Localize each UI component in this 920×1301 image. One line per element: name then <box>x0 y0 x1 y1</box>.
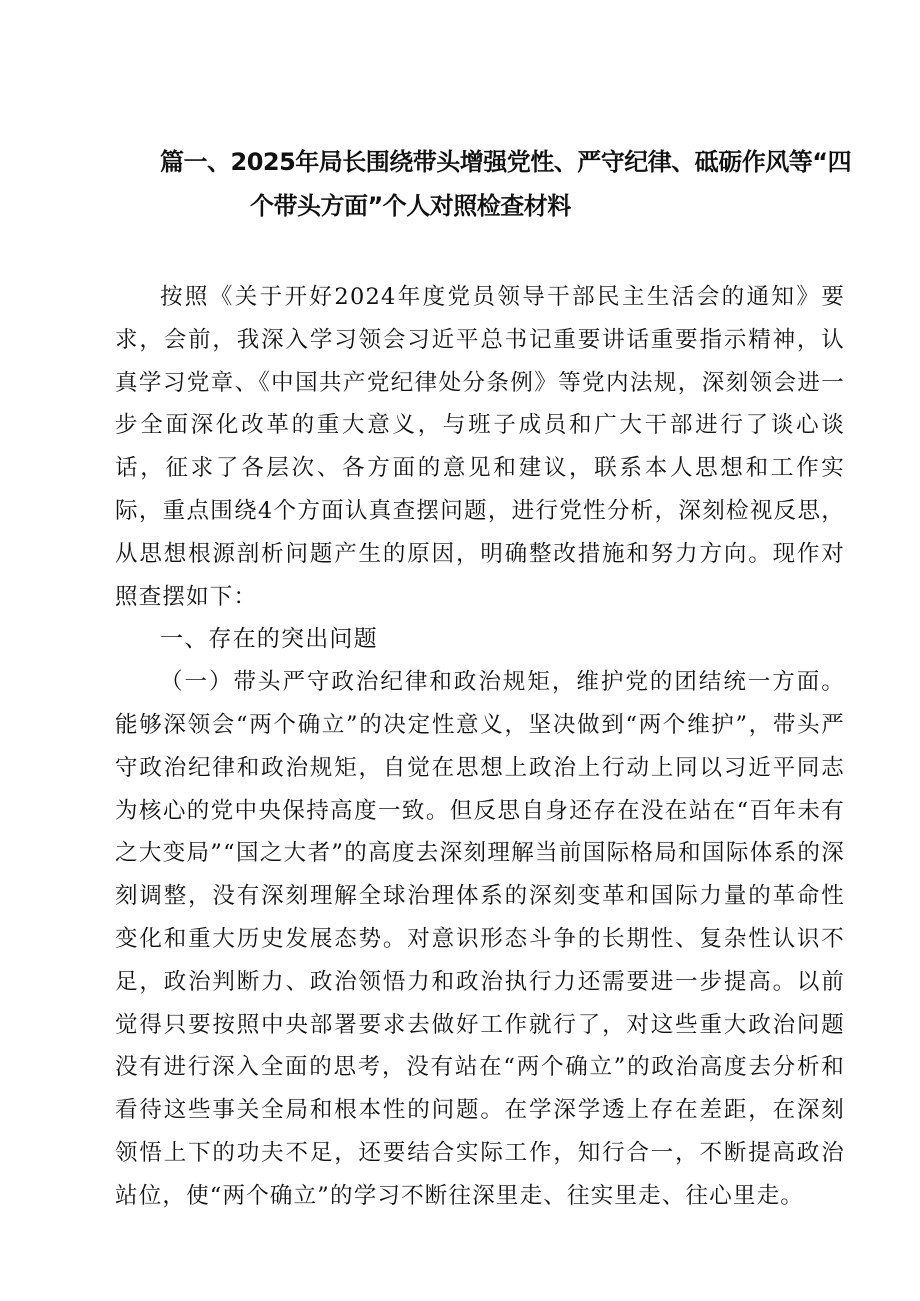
subsection-paragraph: （一）带头严守政治纪律和政治规矩，维护党的团结统一方面。能够深领会“两个确立”的决定性意义，坚决做到“两个维护”，带头严守政治纪律和政治规矩，自觉在思想上政治上行动上同以习近平同志为核心的党中央保持高度一致。但反思自身还存在没在站在“百年未有之大变局”“国之大者”的高度去深刻理解当前国际格局和国际体系的深刻调整，没有深刻理解全球治理体系的深刻变革和国际力量的革命性变化和重大历史发展态势。对意识形态斗争的长期性、复杂性认识不足，政治判断力、政治领悟力和政治执行力还需要进一步提高。以前觉得只要按照中央部署要求去做好工作就行了，对这些重大政治问题没有进行深入全面的思考，没有站在“两个确立”的政治高度去分析和看待这些事关全局和根本性的问题。在学深学透上存在差距，在深刻领悟上下的功夫不足，还要结合实际工作，知行合一，不断提高政治站位，使“两个确立”的学习不断往深里走、往实里走、往心里走。 <box>115 669 845 1209</box>
section-heading: 一、存在的突出问题 <box>160 626 378 653</box>
intro-paragraph: 按照《关于开好2024年度党员领导干部民主生活会的通知》要求，会前，我深入学习领会习近平总书记重要讲话重要指示精神，认真学习党章、《中国共产党纪律处分条例》等党内法规，深刻领会进一步全面深化改革的重大意义，与班子成员和广大干部进行了谈心谈话，征求了各层次、各方面的意见和建议，联系本人思想和工作实际，重点围绕4个方面认真查摆问题，进行党性分析，深刻检视反思，从思想根源剖析问题产生的原因，明确整改措施和努力方向。现作对照查摆如下： <box>115 284 845 610</box>
title-line-1: 篇一、2025年局长围绕带头增强党性、严守纪律、砥砺作风等“四 <box>160 148 852 176</box>
document-body <box>115 276 845 1218</box>
title-line-2: 个带头方面”个人对照检查材料 <box>250 192 571 220</box>
document-title <box>130 140 852 228</box>
